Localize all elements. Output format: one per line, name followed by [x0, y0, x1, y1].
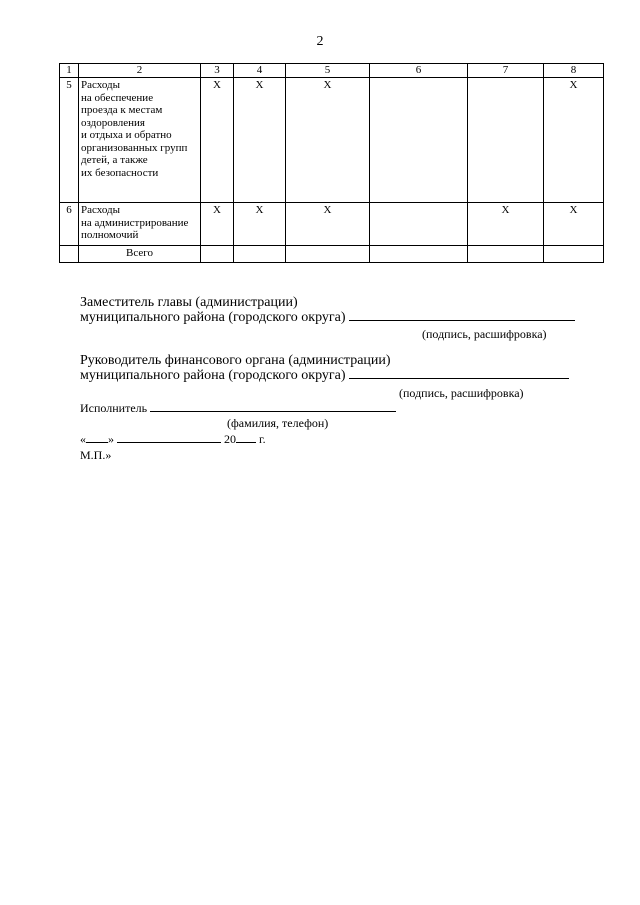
- row-name-line: оздоровления: [81, 116, 145, 129]
- table-cell: [544, 246, 604, 263]
- date-line: [80, 432, 266, 447]
- column-header: 5: [286, 64, 370, 78]
- expenses-table: [59, 63, 604, 263]
- table-cell: X: [286, 203, 370, 246]
- table-cell: X: [544, 203, 604, 246]
- finance-head-title-line1: Руководитель финансового органа (администрации): [80, 353, 391, 368]
- table-header-row: [60, 64, 604, 78]
- stamp-label: М.П.»: [80, 448, 112, 462]
- column-header: 4: [234, 64, 286, 78]
- month-blank: [117, 441, 221, 443]
- executor-hint: (фамилия, телефон): [227, 416, 329, 430]
- year-blank: [236, 441, 256, 443]
- table-cell: [234, 246, 286, 263]
- row-name-line: их безопасности: [81, 166, 159, 179]
- deputy-title-line2: [80, 310, 575, 325]
- deputy-signature-hint: (подпись, расшифровка): [422, 327, 547, 341]
- finance-head-signature-line: [349, 377, 569, 379]
- column-header: 8: [544, 64, 604, 78]
- executor-block: [80, 401, 396, 416]
- row-name-line: детей, а также: [81, 154, 148, 166]
- date-close-quote: »: [108, 432, 114, 446]
- table-cell: [468, 78, 544, 203]
- row-name-line: на обеспечение: [81, 91, 154, 104]
- row-number: 6: [60, 203, 79, 246]
- finance-head-title-text: муниципального района (городского округа): [80, 368, 346, 383]
- day-blank: [86, 441, 108, 443]
- row-name: [79, 78, 201, 203]
- table-cell: X: [468, 203, 544, 246]
- row-name: [79, 203, 201, 246]
- year-suffix: г.: [259, 432, 266, 446]
- column-header: 3: [201, 64, 234, 78]
- table-cell: X: [201, 203, 234, 246]
- table-cell: X: [234, 203, 286, 246]
- table-cell: [60, 246, 79, 263]
- total-label: Всего: [79, 246, 201, 263]
- deputy-signature-line: [349, 319, 575, 321]
- executor-label: Исполнитель: [80, 401, 148, 415]
- table-cell: [468, 246, 544, 263]
- date-open-quote: «: [80, 432, 86, 446]
- year-prefix: 20: [224, 432, 236, 446]
- row-name-line: организованных групп: [81, 141, 188, 154]
- deputy-signature-block: [80, 295, 575, 325]
- table-cell: X: [286, 78, 370, 203]
- column-header: 2: [79, 64, 201, 78]
- table-cell: [201, 246, 234, 263]
- table-row: [60, 203, 604, 246]
- table-cell: X: [234, 78, 286, 203]
- executor-line: [150, 410, 396, 412]
- table-cell: [370, 246, 468, 263]
- table-cell: X: [201, 78, 234, 203]
- table-cell: [370, 78, 468, 203]
- table-total-row: [60, 246, 604, 263]
- column-header: 6: [370, 64, 468, 78]
- finance-head-signature-hint: (подпись, расшифровка): [399, 386, 524, 400]
- row-number: 5: [60, 78, 79, 203]
- table-cell: X: [544, 78, 604, 203]
- row-name-line: и отдыха и обратно: [81, 129, 172, 141]
- finance-head-signature-block: [80, 353, 569, 383]
- row-name-line: полномочий: [81, 229, 139, 241]
- page-number: 2: [316, 34, 324, 49]
- table-cell: [286, 246, 370, 263]
- table-cell: [370, 203, 468, 246]
- finance-head-title-line2: [80, 368, 569, 383]
- column-header: 7: [468, 64, 544, 78]
- deputy-title-text: муниципального района (городского округа): [80, 310, 346, 325]
- row-name-line: проезда к местам: [81, 104, 163, 116]
- column-header: 1: [60, 64, 79, 78]
- row-name-line: на администрирование: [81, 216, 189, 229]
- table-row: [60, 78, 604, 203]
- row-name-line: Расходы: [81, 204, 120, 216]
- row-name-line: Расходы: [81, 79, 120, 91]
- deputy-title-line1: Заместитель главы (администрации): [80, 295, 298, 310]
